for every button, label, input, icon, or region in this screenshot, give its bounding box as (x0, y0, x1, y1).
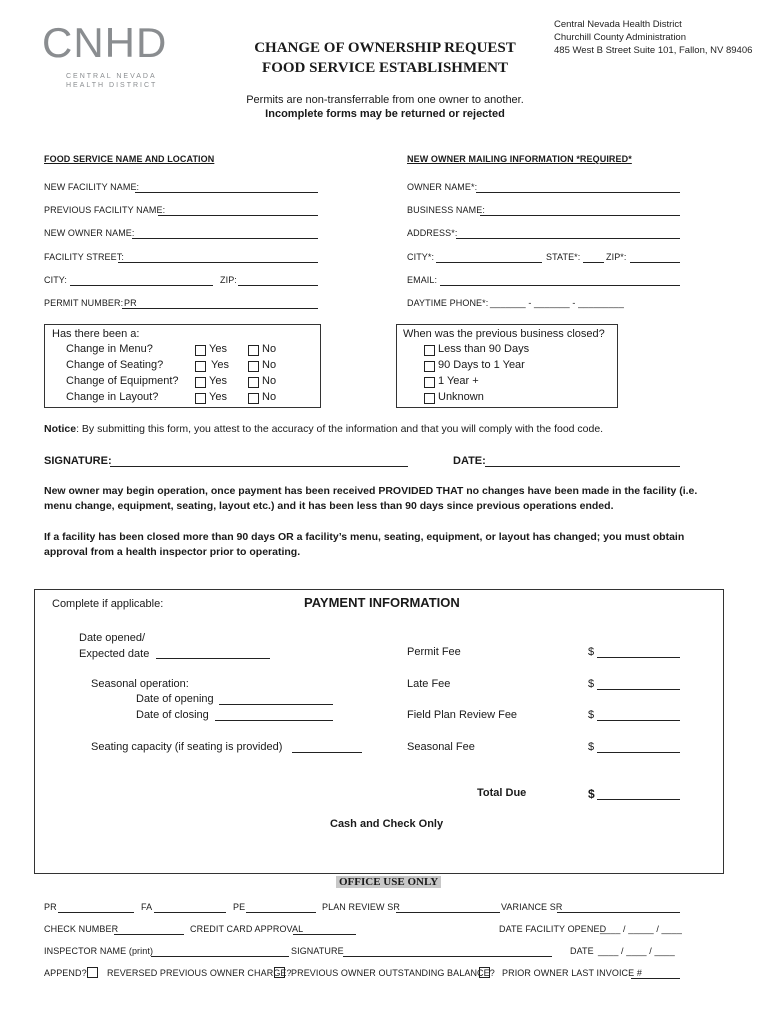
change-equipment-no-checkbox[interactable] (248, 377, 259, 388)
date-opened-label-1: Date opened/ (79, 632, 146, 644)
zip-field[interactable] (238, 285, 318, 286)
label-zip: ZIP: (220, 275, 237, 285)
state-field[interactable] (583, 262, 604, 263)
approval-paragraph: If a facility has been closed more than 90 days OR a facility’s menu, seating, equipment, or layout has changed; you must obtain approval from a health inspector prior to operating. (44, 531, 685, 558)
closed-90-to-1yr-checkbox[interactable] (424, 361, 435, 372)
field-plan-review-fee-field[interactable] (597, 720, 680, 721)
office-signature-label: SIGNATURE (291, 946, 344, 956)
late-fee-field[interactable] (597, 689, 680, 690)
seating-capacity-label: Seating capacity (if seating is provided) (91, 741, 283, 753)
office-append-label: APPEND? (44, 968, 87, 978)
daytime-phone-field[interactable]: _______ - _______ - _________ (490, 298, 625, 308)
label-facility-street: FACILITY STREET: (44, 252, 124, 262)
label-email: EMAIL: (407, 275, 438, 285)
change-seating-label: Change of Seating? (66, 359, 164, 371)
seasonal-fee-field[interactable] (597, 752, 680, 753)
total-due-field[interactable] (597, 799, 680, 800)
yes-label: Yes (209, 391, 227, 403)
closed-title: When was the previous business closed? (403, 328, 605, 340)
permit-fee-field[interactable] (597, 657, 680, 658)
office-outstanding-label: PREVIOUS OWNER OUTSTANDING BALANCE? (291, 968, 495, 978)
dollar-sign: $ (588, 741, 595, 753)
closed-less-90-checkbox[interactable] (424, 345, 435, 356)
change-menu-yes-checkbox[interactable] (195, 345, 206, 356)
previous-facility-name-field[interactable] (158, 215, 318, 216)
date-of-opening-label: Date of opening (136, 693, 214, 705)
permit-fee-label: Permit Fee (407, 646, 461, 658)
total-due-label: Total Due (477, 787, 527, 799)
office-plan-review-field[interactable] (396, 912, 500, 913)
closed-unknown-checkbox[interactable] (424, 393, 435, 404)
city-field[interactable] (70, 285, 213, 286)
office-credit-card-field[interactable] (293, 934, 356, 935)
address-field[interactable] (456, 238, 680, 239)
office-date-opened-label: DATE FACILITY OPENED (499, 924, 607, 934)
no-label: No (262, 343, 277, 355)
complete-if-label: Complete if applicable: (52, 598, 164, 610)
intro (0, 93, 770, 121)
owner-name-field[interactable] (476, 192, 680, 193)
date-of-closing-label: Date of closing (136, 709, 209, 721)
change-seating-no-checkbox[interactable] (248, 361, 259, 372)
office-date-opened-field[interactable]: ____ / _____ / ____ (600, 924, 682, 934)
office-pr-field[interactable] (58, 912, 134, 913)
intro-line-2: Incomplete forms may be returned or rejected (265, 108, 505, 120)
office-variance-label: VARIANCE SR (501, 902, 563, 912)
seasonal-operation-label: Seasonal operation: (91, 678, 189, 690)
date-opened-field[interactable] (156, 658, 270, 659)
office-fa-field[interactable] (154, 912, 226, 913)
logo-letters: CNHD (42, 19, 168, 66)
facility-street-field[interactable] (118, 262, 318, 263)
dollar-sign: $ (588, 709, 595, 721)
email-field[interactable] (440, 285, 680, 286)
append-checkbox[interactable] (87, 967, 98, 978)
notice-text: : By submitting this form, you attest to the accuracy of the information and that you will comply with the food code. (76, 423, 604, 435)
date-of-closing-field[interactable] (215, 720, 333, 721)
form-title (230, 38, 540, 78)
office-pr-label: PR (44, 902, 57, 912)
changes-title: Has there been a: (52, 328, 140, 340)
dollar-sign: $ (588, 787, 595, 801)
section-heading-location: FOOD SERVICE NAME AND LOCATION (44, 154, 215, 164)
notice (44, 423, 603, 435)
seating-capacity-field[interactable] (292, 752, 362, 753)
change-layout-label: Change in Layout? (66, 391, 159, 403)
cash-check-note: Cash and Check Only (330, 818, 444, 830)
office-date-field[interactable]: ____ / ____ / ____ (598, 946, 675, 956)
change-equipment-label: Change of Equipment? (66, 375, 179, 387)
section-heading-mailing: NEW OWNER MAILING INFORMATION *REQUIRED* (407, 154, 632, 164)
dollar-sign: $ (588, 646, 595, 658)
office-variance-field[interactable] (557, 912, 680, 913)
yes-label: Yes (211, 359, 229, 371)
office-check-number-field[interactable] (114, 934, 184, 935)
office-fa-label: FA (141, 902, 153, 912)
label-business-name: BUSINESS NAME: (407, 205, 485, 215)
org-address (554, 18, 752, 57)
closed-90-to-1yr-label: 90 Days to 1 Year (438, 359, 525, 371)
logo-subtitle-1: CENTRAL NEVADA (66, 73, 157, 80)
no-label: No (262, 375, 277, 387)
date-opened-label-2: Expected date (79, 648, 150, 660)
form-title-line-1: CHANGE OF OWNERSHIP REQUEST (254, 40, 516, 56)
closed-unknown-label: Unknown (438, 391, 484, 403)
office-inspector-field[interactable] (151, 956, 289, 957)
closed-less-90-label: Less than 90 Days (438, 343, 530, 355)
label-previous-facility-name: PREVIOUS FACILITY NAME: (44, 205, 166, 215)
new-facility-name-field[interactable] (135, 192, 318, 193)
change-equipment-yes-checkbox[interactable] (195, 377, 206, 388)
signature-label: SIGNATURE: (44, 455, 112, 467)
payment-title: PAYMENT INFORMATION (304, 595, 460, 610)
notice-label: Notice (44, 423, 77, 435)
date-of-opening-field[interactable] (219, 704, 333, 705)
office-signature-field[interactable] (343, 956, 552, 957)
change-layout-no-checkbox[interactable] (248, 393, 259, 404)
mailing-zip-field[interactable] (630, 262, 680, 263)
yes-label: Yes (209, 343, 227, 355)
permit-number-field[interactable] (122, 308, 318, 309)
reversed-checkbox[interactable] (274, 967, 285, 978)
outstanding-checkbox[interactable] (479, 967, 490, 978)
closed-1yr-plus-label: 1 Year + (438, 375, 479, 387)
office-reversed-label: REVERSED PREVIOUS OWNER CHARGE? (107, 968, 292, 978)
closed-1yr-plus-checkbox[interactable] (424, 377, 435, 388)
label-address: ADDRESS*: (407, 228, 458, 238)
no-label: No (262, 391, 277, 403)
signature-field[interactable] (110, 466, 408, 467)
office-last-invoice-label: PRIOR OWNER LAST INVOICE # (502, 968, 642, 978)
form-title-line-2: FOOD SERVICE ESTABLISHMENT (262, 60, 508, 76)
label-new-owner-name: NEW OWNER NAME: (44, 228, 135, 238)
change-layout-yes-checkbox[interactable] (195, 393, 206, 404)
office-date-label: DATE (570, 946, 594, 956)
mailing-city-field[interactable] (436, 262, 542, 263)
label-city: CITY: (44, 275, 68, 285)
label-owner-name: OWNER NAME*: (407, 182, 478, 192)
label-permit-number: PERMIT NUMBER: (44, 298, 124, 308)
signature-date-label: DATE: (453, 455, 486, 467)
late-fee-label: Late Fee (407, 678, 451, 690)
change-menu-no-checkbox[interactable] (248, 345, 259, 356)
org-dept: Churchill County Administration (554, 32, 687, 43)
office-pe-field[interactable] (246, 912, 316, 913)
seasonal-fee-label: Seasonal Fee (407, 741, 475, 753)
new-owner-name-field[interactable] (132, 238, 318, 239)
org-name: Central Nevada Health District (554, 19, 682, 30)
yes-label: Yes (209, 375, 227, 387)
label-new-facility-name: NEW FACILITY NAME: (44, 182, 140, 192)
office-last-invoice-field[interactable] (631, 978, 680, 979)
permit-prefix: PR (124, 298, 137, 308)
label-mailing-city: CITY*: (407, 252, 435, 262)
logo (42, 20, 172, 92)
office-use-title: OFFICE USE ONLY (336, 876, 441, 888)
label-state: STATE*: (546, 252, 581, 262)
logo-subtitle-2: HEALTH DISTRICT (66, 82, 158, 89)
label-daytime-phone: DAYTIME PHONE*: (407, 298, 489, 308)
office-credit-card-label: CREDIT CARD APPROVAL (190, 924, 304, 934)
office-inspector-label: INSPECTOR NAME (print) (44, 946, 154, 956)
change-menu-label: Change in Menu? (66, 343, 153, 355)
signature-date-field[interactable] (485, 466, 680, 467)
office-pe-label: PE (233, 902, 246, 912)
office-check-number-label: CHECK NUMBER (44, 924, 119, 934)
operation-paragraph: New owner may begin operation, once payment has been received PROVIDED THAT no changes have been made in the facility (i.e. menu change, equipment, seating, layout etc.) and it has been less than 90 days since previous operations ended. (44, 485, 698, 512)
label-mailing-zip: ZIP*: (606, 252, 627, 262)
office-plan-review-label: PLAN REVIEW SR (322, 902, 400, 912)
intro-line-1: Permits are non-transferrable from one owner to another. (246, 94, 524, 106)
business-name-field[interactable] (480, 215, 680, 216)
dollar-sign: $ (588, 678, 595, 690)
no-label: No (262, 359, 277, 371)
field-plan-review-fee-label: Field Plan Review Fee (407, 709, 518, 721)
change-seating-yes-checkbox[interactable] (195, 361, 206, 372)
org-street: 485 West B Street Suite 101, Fallon, NV 89406 (554, 45, 753, 56)
